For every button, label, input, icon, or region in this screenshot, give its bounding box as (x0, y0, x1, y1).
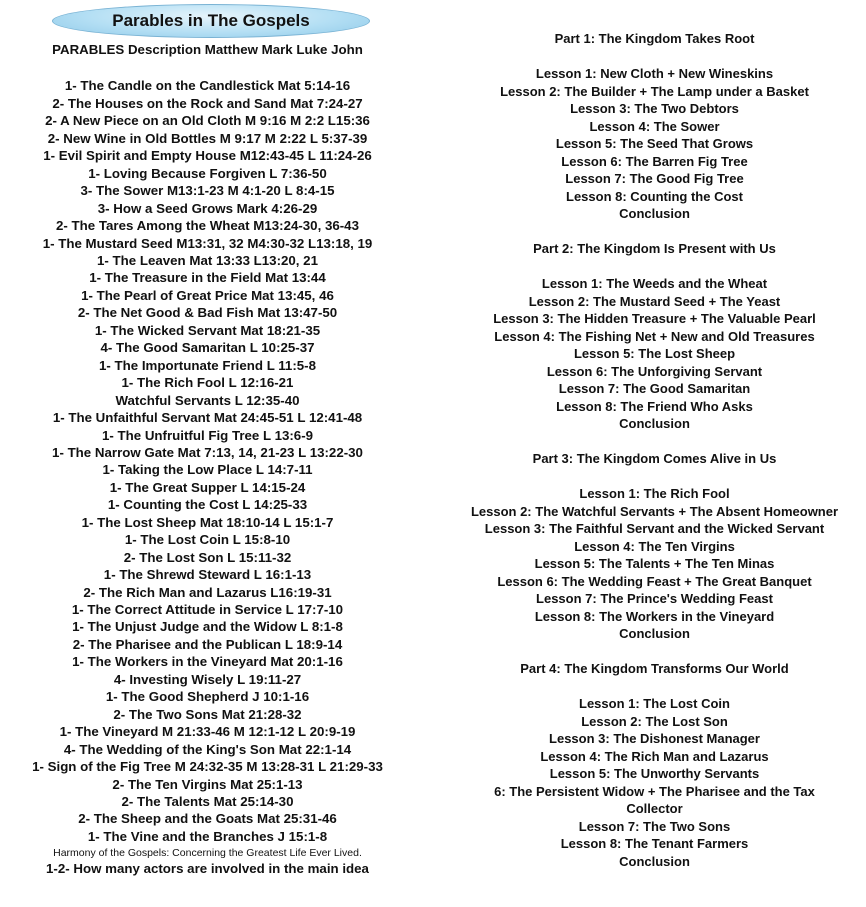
lesson-item: Lesson 6: The Wedding Feast + The Great Banquet (497, 573, 812, 589)
lesson-item: Lesson 4: The Fishing Net + New and Old Treasures (494, 328, 815, 344)
lesson-item: 6: The Persistent Widow + The Pharisee and the Tax (494, 783, 815, 799)
parable-item: 2- The Talents Mat 25:14-30 (121, 794, 294, 810)
lesson-item: Lesson 7: The Good Samaritan (558, 381, 751, 396)
parables-header: PARABLES Description Matthew Mark Luke John (52, 42, 363, 57)
lesson-item: Conclusion (619, 206, 690, 221)
part-title: Part 4: The Kingdom Transforms Our World (520, 661, 789, 676)
parable-item: 1- The Correct Attitude in Service L 17:7-10 (71, 602, 344, 618)
part-title: Part 1: The Kingdom Takes Root (554, 31, 755, 46)
spacer (443, 48, 866, 66)
spacer (443, 468, 866, 486)
parable-item: 2- The Pharisee and the Publican L 18:9-14 (72, 636, 343, 652)
lesson-item: Conclusion (619, 853, 690, 869)
parable-item: 1- The Narrow Gate Mat 7:13, 14, 21-23 L 13:22-30 (52, 444, 363, 460)
lesson-item: Lesson 4: The Sower (589, 118, 720, 134)
spacer (443, 433, 866, 451)
lesson-item: Lesson 1: The Lost Coin (579, 696, 730, 711)
parable-item: 4- Investing Wisely L 19:11-27 (113, 671, 302, 687)
footer-question: 1-2- How many actors are involved in the main idea (46, 861, 369, 877)
parable-item: 2- The Rich Man and Lazarus L16:19-31 (83, 584, 332, 600)
lesson-item: Lesson 2: The Mustard Seed + The Yeast (528, 293, 781, 309)
lesson-item: Lesson 4: The Ten Virgins (574, 538, 735, 554)
parable-item: 2- The Houses on the Rock and Sand Mat 7:24-27 (52, 95, 363, 111)
part-section (443, 30, 866, 240)
lesson-item: Lesson 5: The Unworthy Servants (549, 766, 760, 781)
parables-column (0, 40, 415, 878)
parable-item: 3- The Sower M13:1-23 M 4:1-20 L 8:4-15 (80, 183, 335, 199)
parable-item: 1- The Pearl of Great Price Mat 13:45, 46 (81, 287, 334, 303)
parable-item: 2- The Lost Son L 15:11-32 (123, 549, 292, 565)
parable-item: 1- The Candle on the Candlestick Mat 5:14-16 (64, 78, 351, 94)
title-banner (52, 4, 370, 38)
parable-item: 2- The Net Good & Bad Fish Mat 13:47-50 (77, 305, 338, 321)
parable-item: 2- The Tares Among the Wheat M13:24-30, 36-43 (56, 218, 359, 234)
footer-note: Harmony of the Gospels: Concerning the Greatest Life Ever Lived. (53, 847, 362, 860)
parable-item: 1- The Good Shepherd J 10:1-16 (105, 689, 310, 705)
lesson-item: Lesson 3: The Faithful Servant and the Wicked Servant (484, 521, 825, 536)
parable-item: Watchful Servants L 12:35-40 (115, 392, 300, 408)
spacer (443, 258, 866, 276)
lesson-item: Collector (626, 801, 683, 816)
parable-item: 1- Sign of the Fig Tree M 24:32-35 M 13:28-31 L 21:29-33 (32, 759, 383, 775)
parable-item: 1- The Lost Coin L 15:8-10 (124, 532, 291, 548)
parable-item: 1- The Unjust Judge and the Widow L 8:1-8 (72, 619, 343, 635)
parable-item: 1- The Leaven Mat 13:33 L13:20, 21 (97, 252, 318, 268)
parable-item: 1- The Workers in the Vineyard Mat 20:1-16 (72, 654, 343, 670)
parable-item: 2- The Ten Virgins Mat 25:1-13 (112, 776, 303, 792)
lesson-item: Conclusion (619, 416, 690, 431)
parable-item: 4- The Good Samaritan L 10:25-37 (100, 340, 315, 356)
part-title: Part 2: The Kingdom Is Present with Us (533, 241, 776, 256)
parable-item: 4- The Wedding of the King's Son Mat 22:1-14 (63, 741, 352, 757)
lesson-item: Lesson 3: The Two Debtors (570, 101, 739, 116)
parable-item: 1- The Rich Fool L 12:16-21 (121, 375, 294, 391)
parable-item: 2- New Wine in Old Bottles M 9:17 M 2:22 L 5:37-39 (47, 130, 368, 146)
lesson-item: Lesson 2: The Watchful Servants + The Absent Homeowner (470, 503, 839, 519)
lesson-item: Lesson 4: The Rich Man and Lazarus (540, 748, 769, 764)
lesson-item: Lesson 8: Counting the Cost (566, 188, 743, 204)
part-section (443, 660, 866, 870)
lessons-column (443, 30, 866, 870)
lesson-item: Lesson 1: New Cloth + New Wineskins (535, 66, 774, 81)
parable-item: 1- The Vineyard M 21:33-46 M 12:1-12 L 20:9-19 (59, 724, 356, 740)
parable-item: 3- How a Seed Grows Mark 4:26-29 (97, 200, 318, 216)
spacer (443, 223, 866, 241)
lesson-item: Lesson 1: The Rich Fool (579, 486, 730, 501)
parable-item: 1- Taking the Low Place L 14:7-11 (102, 462, 313, 478)
parable-item: 2- The Two Sons Mat 21:28-32 (113, 706, 302, 722)
page-title: Parables in The Gospels (112, 11, 310, 30)
parable-item: 1- The Vine and the Branches J 15:1-8 (87, 828, 328, 844)
spacer (443, 678, 866, 696)
parables-list (0, 77, 415, 845)
lesson-item: Lesson 3: The Dishonest Manager (549, 731, 760, 746)
parable-item: 1- Evil Spirit and Empty House M12:43-45 L 11:24-26 (43, 148, 372, 164)
lesson-item: Lesson 2: The Builder + The Lamp under a Basket (500, 83, 809, 99)
lesson-item: Lesson 8: The Friend Who Asks (556, 398, 753, 414)
lesson-item: Lesson 7: The Two Sons (578, 818, 731, 834)
lesson-item: Lesson 7: The Prince's Wedding Feast (536, 591, 773, 606)
parable-item: 1- The Unfaithful Servant Mat 24:45-51 L 12:41-48 (52, 410, 363, 426)
parable-item: 1- The Shrewd Steward L 16:1-13 (103, 567, 312, 583)
parable-item: 1- Loving Because Forgiven L 7:36-50 (88, 165, 327, 181)
part-title: Part 3: The Kingdom Comes Alive in Us (532, 451, 777, 466)
lesson-item: Lesson 2: The Lost Son (581, 713, 728, 729)
lesson-item: Lesson 5: The Seed That Grows (555, 136, 754, 151)
parable-item: 1- Counting the Cost L 14:25-33 (107, 497, 308, 513)
parable-item: 1- The Mustard Seed M13:31, 32 M4:30-32 L13:18, 19 (42, 235, 373, 251)
spacer (0, 60, 415, 77)
lesson-item: Lesson 8: The Tenant Farmers (560, 836, 749, 851)
parable-item: 1- The Wicked Servant Mat 18:21-35 (94, 322, 321, 338)
parable-item: 1- The Great Supper L 14:15-24 (109, 479, 306, 495)
lesson-item: Lesson 7: The Good Fig Tree (565, 171, 744, 186)
lesson-item: Lesson 6: The Unforgiving Servant (546, 363, 763, 379)
lesson-item: Conclusion (619, 626, 690, 641)
parable-item: 1- The Unfruitful Fig Tree L 13:6-9 (101, 427, 314, 443)
lesson-item: Lesson 5: The Lost Sheep (573, 346, 736, 361)
part-section (443, 240, 866, 450)
parable-item: 1- The Treasure in the Field Mat 13:44 (89, 270, 326, 286)
parable-item: 1- The Importunate Friend L 11:5-8 (99, 357, 316, 373)
lesson-item: Lesson 1: The Weeds and the Wheat (541, 276, 768, 291)
parable-item: 1- The Lost Sheep Mat 18:10-14 L 15:1-7 (81, 514, 334, 530)
lesson-item: Lesson 3: The Hidden Treasure + The Valuable Pearl (493, 311, 816, 326)
lesson-item: Lesson 5: The Talents + The Ten Minas (534, 556, 775, 571)
part-section (443, 450, 866, 660)
spacer (443, 643, 866, 661)
parable-item: 2- The Sheep and the Goats Mat 25:31-46 (78, 811, 337, 827)
lesson-item: Lesson 8: The Workers in the Vineyard (534, 608, 775, 624)
parable-item: 2- A New Piece on an Old Cloth M 9:16 M 2:2 L15:36 (45, 113, 370, 129)
lesson-item: Lesson 6: The Barren Fig Tree (561, 153, 748, 169)
